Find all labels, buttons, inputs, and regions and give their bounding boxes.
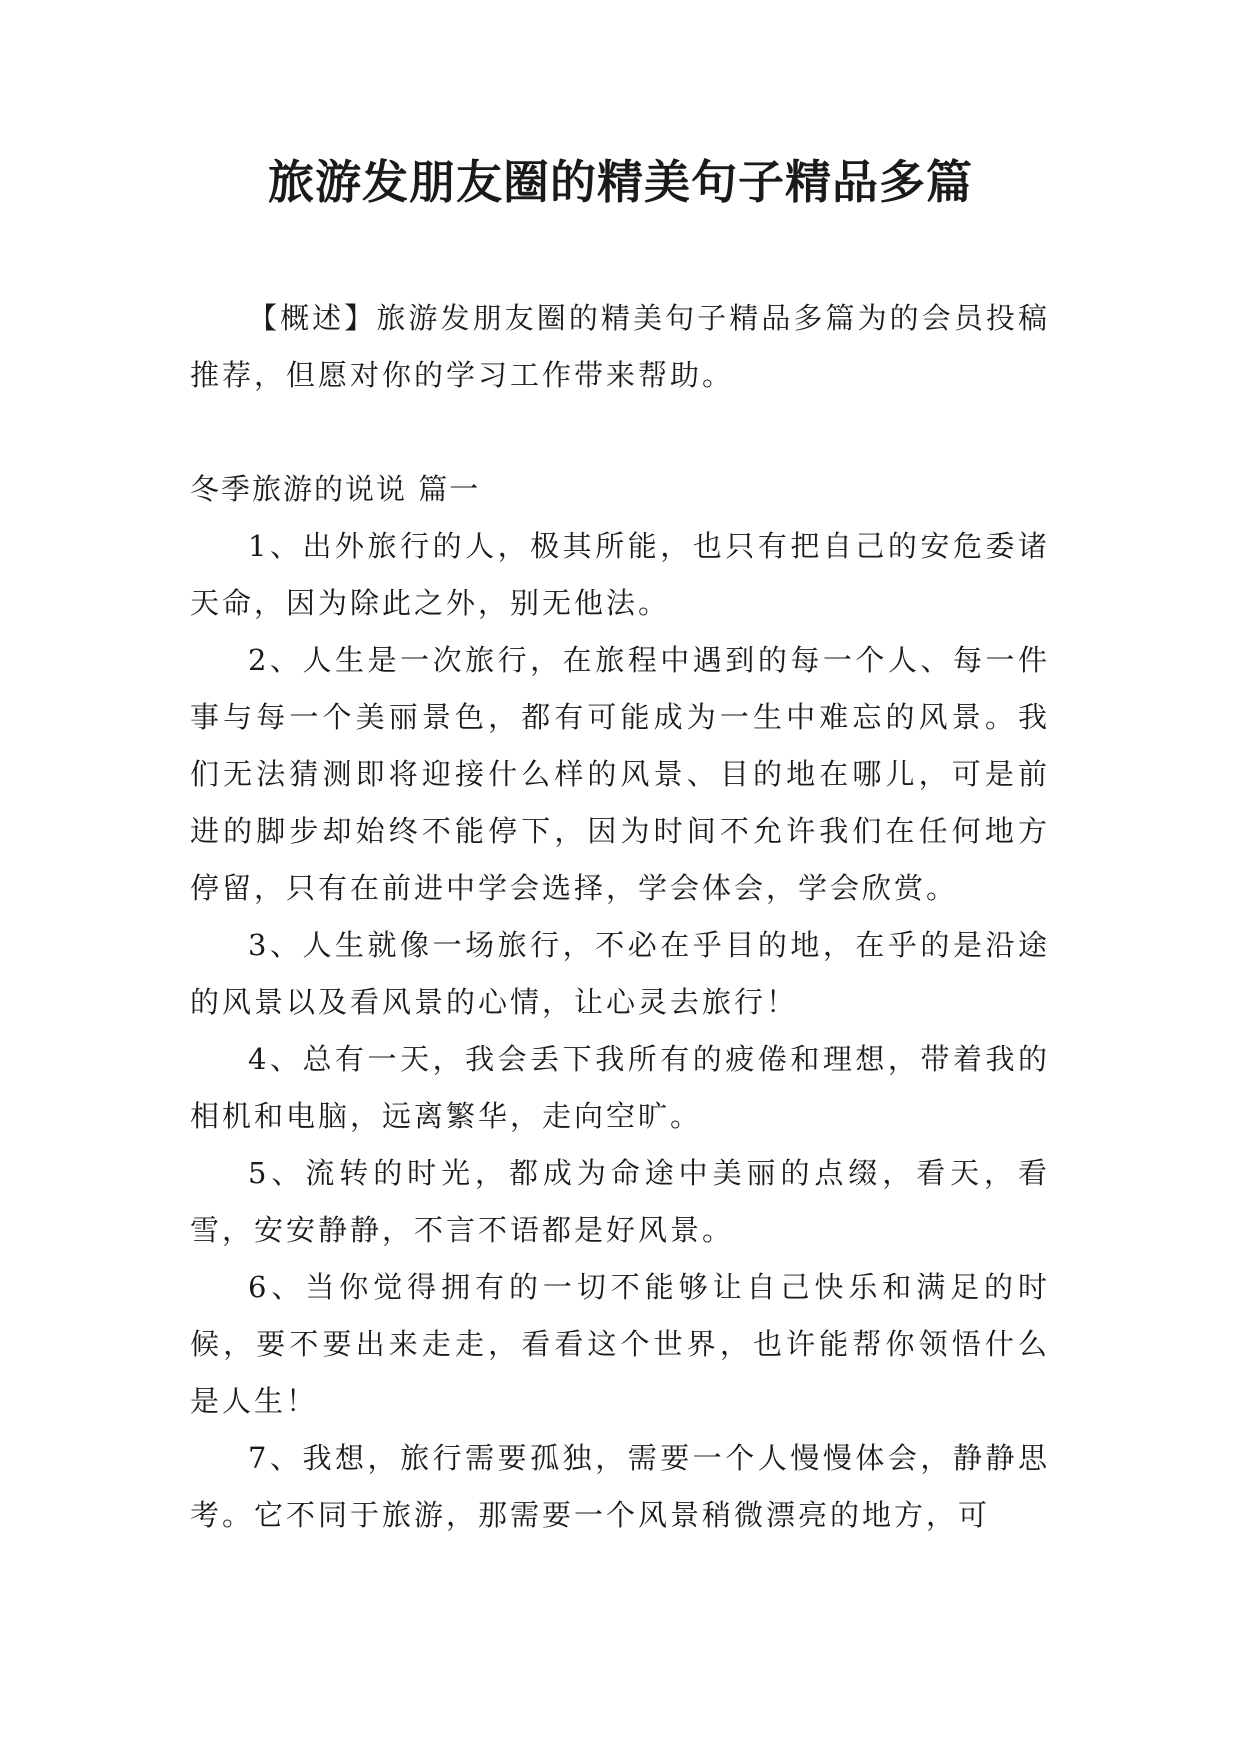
section-heading: 冬季旅游的说说 篇一: [190, 472, 481, 506]
summary-paragraph: 【概述】旅游发朋友圈的精美句子精品多篇为的会员投稿推荐，但愿对你的学习工作带来帮助。: [190, 301, 1050, 392]
list-item: 1、出外旅行的人，极其所能，也只有把自己的安危委诸天命，因为除此之外，别无他法。: [190, 529, 1050, 620]
document-title: 旅游发朋友圈的精美句子精品多篇: [268, 155, 973, 209]
list-item: 4、总有一天，我会丢下我所有的疲倦和理想，带着我的相机和电脑，远离繁华，走向空旷。: [190, 1042, 1050, 1133]
list-item: 5、流转的时光，都成为命途中美丽的点缀，看天，看雪，安安静静，不言不语都是好风景。: [190, 1156, 1050, 1247]
list-item: 3、人生就像一场旅行，不必在乎目的地，在乎的是沿途的风景以及看风景的心情，让心灵去旅行！: [190, 928, 1050, 1019]
document-body: [190, 290, 1050, 1544]
list-item: 6、当你觉得拥有的一切不能够让自己快乐和满足的时候，要不要出来走走，看看这个世界，也许能帮你领悟什么是人生！: [190, 1270, 1050, 1418]
list-item: 7、我想，旅行需要孤独，需要一个人慢慢体会，静静思考。它不同于旅游，那需要一个风景稍微漂亮的地方，可: [190, 1441, 1050, 1532]
list-item: 2、人生是一次旅行，在旅程中遇到的每一个人、每一件事与每一个美丽景色，都有可能成为一生中难忘的风景。我们无法猜测即将迎接什么样的风景、目的地在哪儿，可是前进的脚步却始终不能停下，因为时间不允许我们在任何地方停留，只有在前进中学会选择，学会体会，学会欣赏。: [190, 643, 1050, 905]
